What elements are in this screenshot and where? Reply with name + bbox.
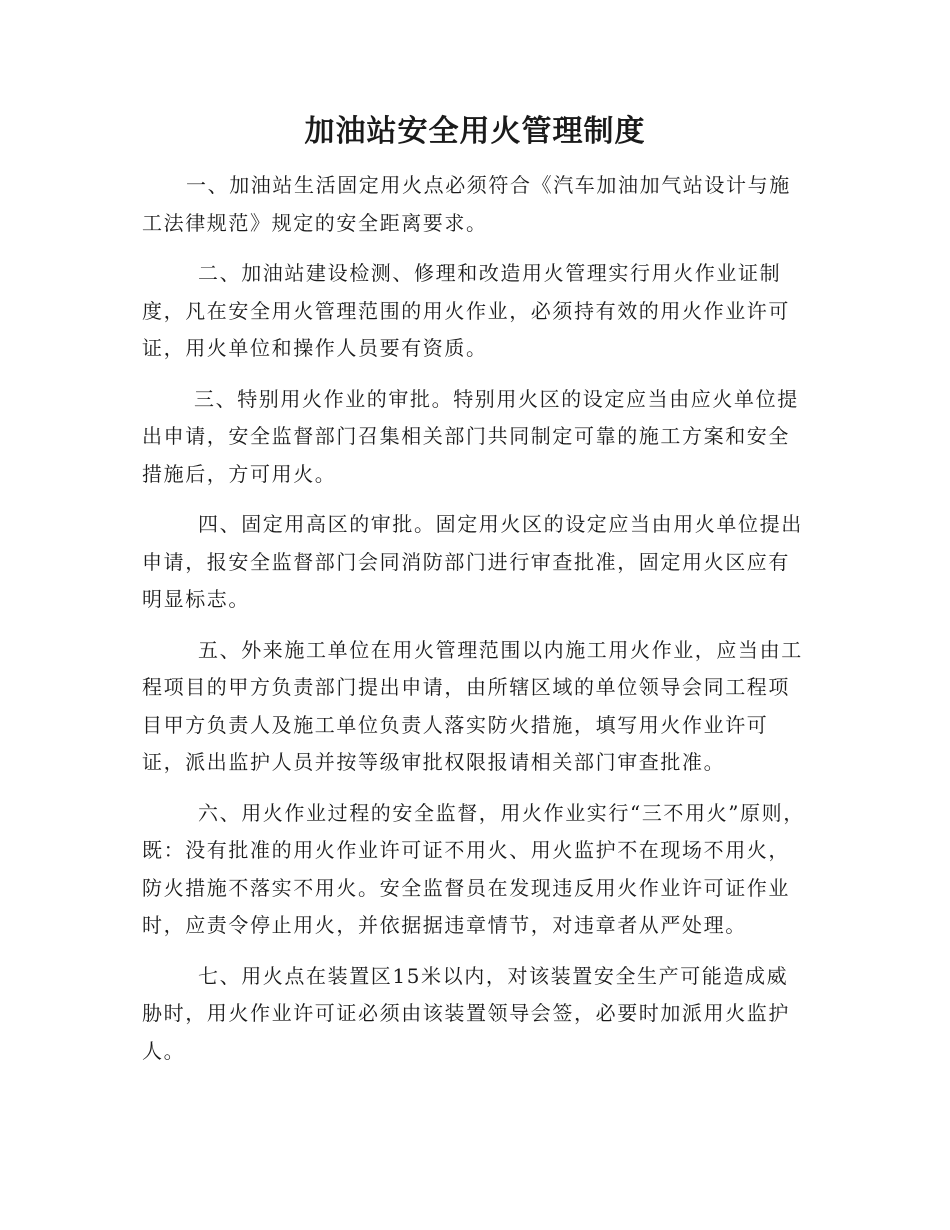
paragraph-5: 五、外来施工单位在用火管理范围以内施工用火作业，应当由工程项目的甲方负责部门提出申请，由所辖区域的单位领导会同工程项目甲方负责人及施工单位负责人落实防火措施，填写用火作业许可证，派出监护人员并按等级审批权限报请相关部门审查批准。 [142, 637, 803, 774]
paragraph-2: 二、加油站建设检测、修理和改造用火管理实行用火作业证制度，凡在安全用火管理范围的用火作业，必须持有效的用火作业许可证，用火单位和操作人员要有资质。 [142, 261, 790, 360]
paragraph-3: 三、特别用火作业的审批。特别用火区的设定应当由应火单位提出申请，安全监督部门召集相关部门共同制定可靠的施工方案和安全措施后，方可用火。 [142, 386, 799, 486]
paragraph-1: 一、加油站生活固定用火点必须符合《汽车加油加气站设计与施工法律规范》规定的安全距离要求。 [142, 173, 791, 235]
paragraph-7: 七、用火点在装置区15米以内，对该装置安全生产可能造成威胁时，用火作业许可证必须由该装置领导会签，必要时加派用火监护人。 [142, 963, 790, 1063]
document-body [142, 167, 806, 1070]
paragraph-4: 四、固定用高区的审批。固定用火区的设定应当由用火单位提出申请，报安全监督部门会同消防部门进行审查批准，固定用火区应有明显标志。 [142, 512, 803, 611]
document-title: 加油站安全用火管理制度 [304, 114, 646, 149]
paragraph-6: 六、用火作业过程的安全监督，用火作业实行“三不用火”原则，既：没有批准的用火作业许可证不用火、用火监护不在现场不用火，防火措施不落实不用火。安全监督员在发现违反用火作业许可证作业时，应责令停止用火，并依据据违章情节，对违章者从严处理。 [142, 800, 805, 937]
